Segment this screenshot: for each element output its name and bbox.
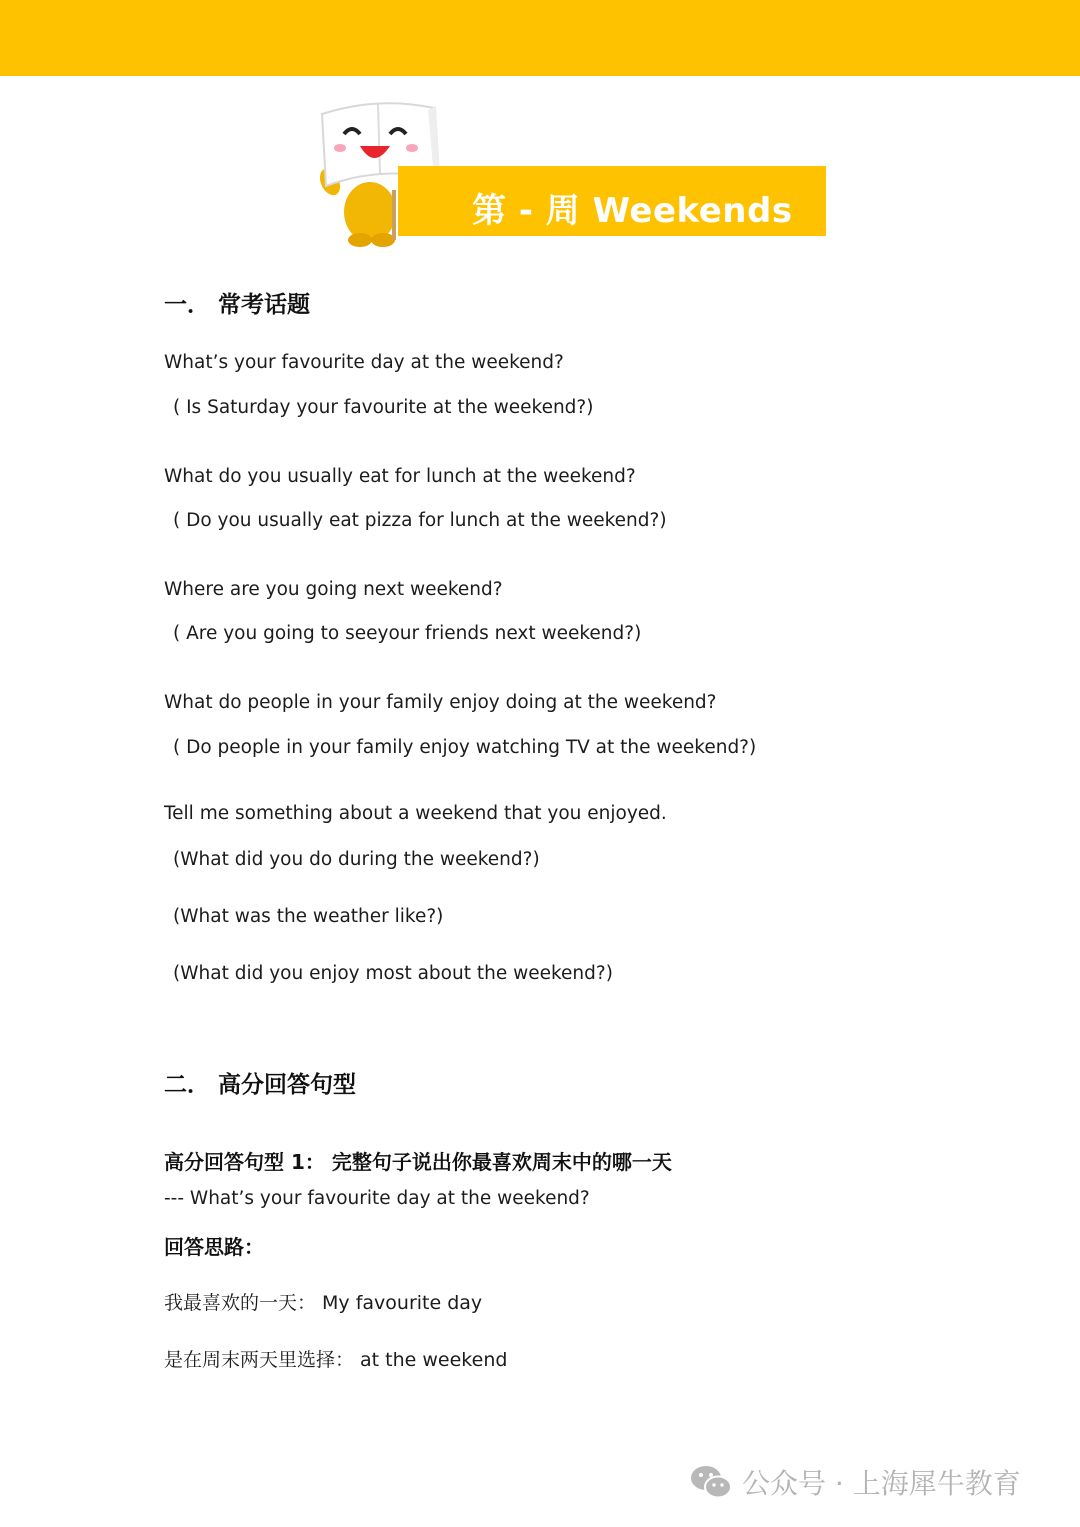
sub-question-1: ( Is Saturday your favourite at the weekend?) — [173, 397, 594, 418]
question-4: What do people in your family enjoy doing at the weekend? — [164, 692, 717, 713]
sub-question-5a: (What did you do during the weekend?) — [173, 849, 540, 870]
sub-question-2: ( Do you usually eat pizza for lunch at the weekend?) — [173, 510, 667, 531]
top-banner-band — [0, 0, 1080, 76]
thinking-label: 回答思路： — [164, 1235, 264, 1259]
question-3: Where are you going next weekend? — [164, 579, 503, 600]
question-1: What’s your favourite day at the weekend? — [164, 352, 564, 373]
section-heading-answers: 二． 高分回答句型 — [164, 1072, 357, 1098]
sub-question-5c: (What did you enjoy most about the weekend?) — [173, 963, 613, 984]
sub-question-3: ( Are you going to seeyour friends next weekend?) — [173, 623, 642, 644]
question-5: Tell me something about a weekend that you enjoyed. — [164, 803, 667, 824]
sub-question-5b: (What was the weather like?) — [173, 906, 444, 927]
wechat-icon — [690, 1463, 732, 1501]
answer-pattern-title: 高分回答句型 1： 完整句子说出你最喜欢周末中的哪一天 — [164, 1150, 672, 1174]
section-heading-topics: 一． 常考话题 — [164, 292, 311, 318]
watermark-text: 公众号 · 上海犀牛教育 — [742, 1467, 1021, 1500]
answer-line-1: 我最喜欢的一天： My favourite day — [164, 1292, 483, 1314]
answer-line-2: 是在周末两天里选择： at the weekend — [164, 1349, 508, 1371]
answer-pattern-question: --- What’s your favourite day at the weekend? — [164, 1188, 590, 1209]
watermark — [690, 1462, 1021, 1502]
sub-question-4: ( Do people in your family enjoy watching TV at the weekend?) — [173, 737, 757, 758]
page-title: 第 - 周 Weekends — [472, 191, 793, 231]
question-2: What do you usually eat for lunch at the weekend? — [164, 466, 636, 487]
